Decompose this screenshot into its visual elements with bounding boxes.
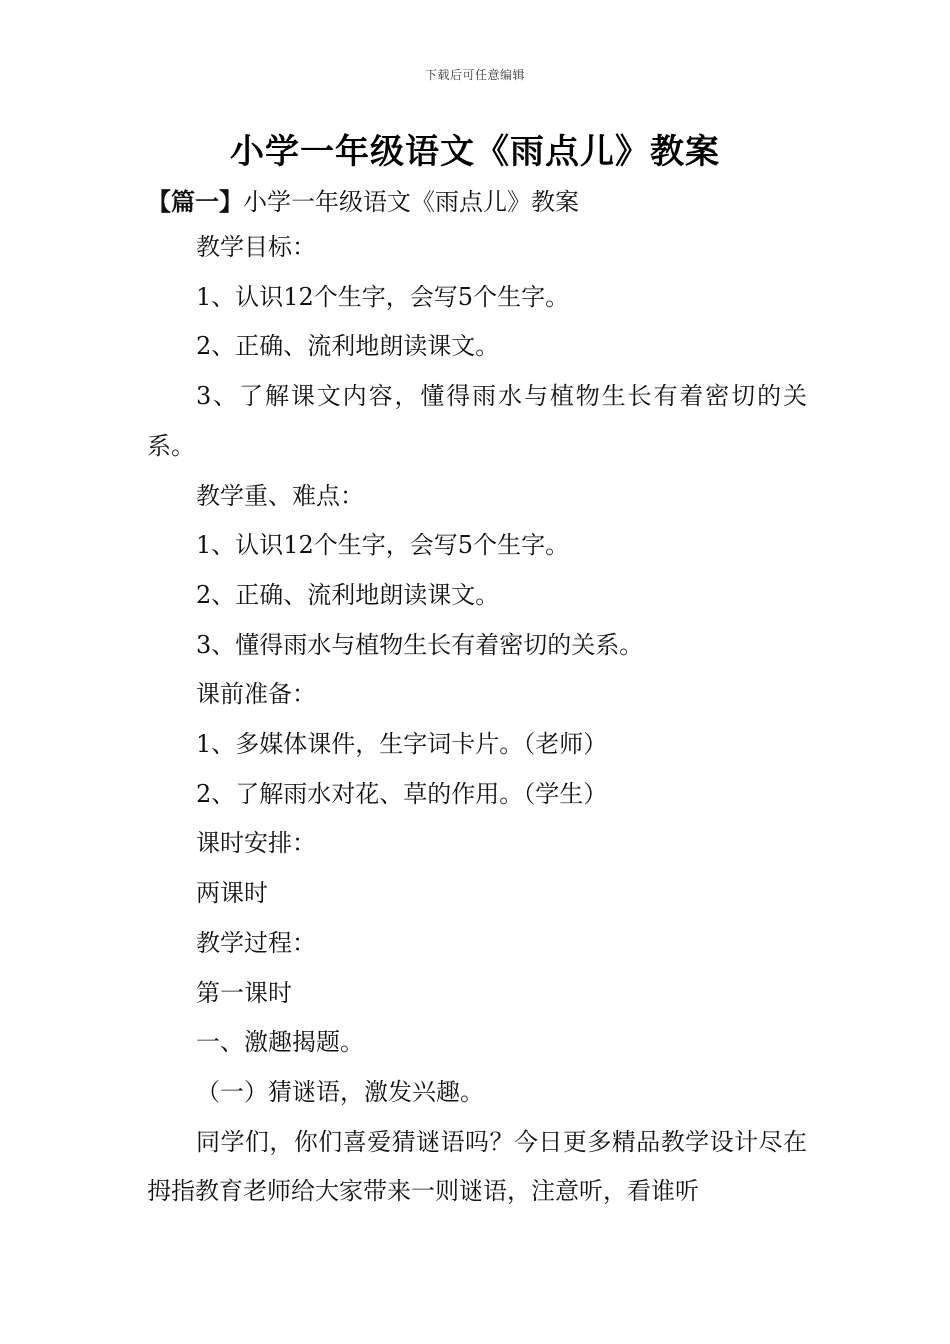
paragraph: 第一课时 bbox=[196, 978, 292, 1007]
section-label: 【篇一】 bbox=[147, 187, 243, 216]
paragraph: 一、激趣揭题。 bbox=[196, 1028, 364, 1057]
document-body bbox=[147, 223, 807, 1217]
paragraph: 1、认识12个生字，会写5个生字。 bbox=[196, 531, 570, 560]
paragraph: 同学们，你们喜爱猜谜语吗？今日更多精品教学设计尽在拇指教育老师给大家带来一则谜语，注意听，看谁听 bbox=[147, 1127, 807, 1206]
paragraph: 教学重、难点： bbox=[196, 481, 364, 510]
paragraph: 2、正确、流利地朗读课文。 bbox=[196, 332, 500, 361]
paragraph: 教学目标： bbox=[196, 233, 316, 261]
paragraph: 两课时 bbox=[196, 879, 268, 908]
section-heading bbox=[147, 182, 579, 217]
paragraph: 1、多媒体课件，生字词卡片。（老师） bbox=[196, 730, 608, 759]
document-title: 小学一年级语文《雨点儿》教案 bbox=[230, 132, 720, 172]
header-note: 下载后可任意编辑 bbox=[424, 68, 525, 82]
paragraph: 课前准备： bbox=[196, 680, 316, 709]
paragraph: 课时安排： bbox=[196, 829, 316, 858]
paragraph: 2、了解雨水对花、草的作用。（学生） bbox=[196, 779, 608, 808]
paragraph: 3、了解课文内容，懂得雨水与植物生长有着密切的关系。 bbox=[147, 382, 807, 460]
paragraph: 1、认识12个生字，会写5个生字。 bbox=[196, 282, 570, 311]
paragraph: 2、正确、流利地朗读课文。 bbox=[196, 580, 500, 609]
paragraph: （一）猜谜语，激发兴趣。 bbox=[196, 1077, 484, 1106]
section-title: 小学一年级语文《雨点儿》教案 bbox=[243, 188, 579, 216]
paragraph: 3、懂得雨水与植物生长有着密切的关系。 bbox=[196, 630, 644, 659]
paragraph: 教学过程： bbox=[196, 928, 316, 957]
